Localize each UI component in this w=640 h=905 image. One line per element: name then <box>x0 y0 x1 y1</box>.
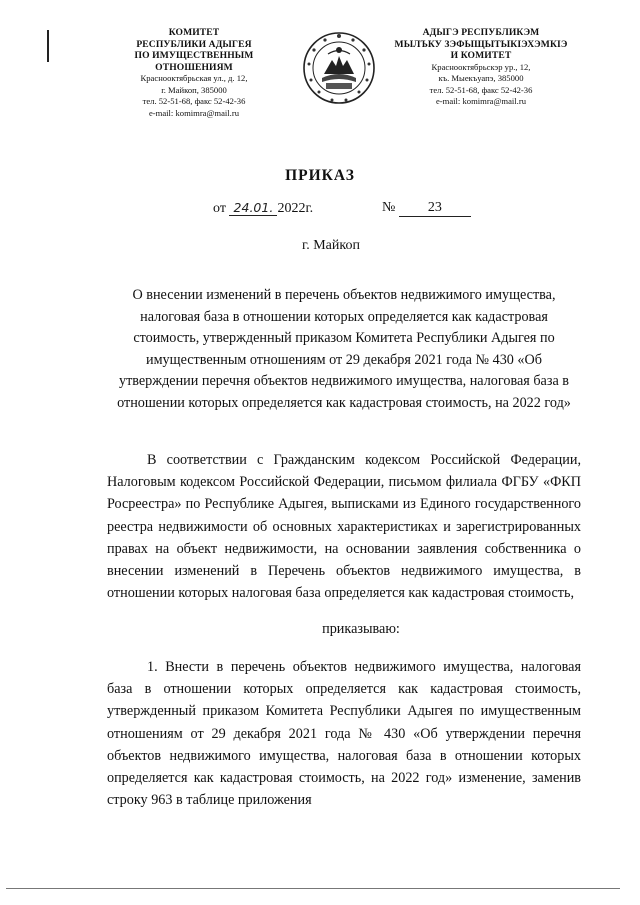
margin-mark <box>47 30 49 62</box>
org-phone-adyghe: тел. 52-51-68, факс 52-42-36 <box>429 84 533 95</box>
city-line <box>0 238 640 254</box>
order-word-line <box>0 621 640 638</box>
order-subject: О внесении изменений в перечень объектов недвижимого имущества, налоговая база в отношении которых определяется как кадастровая стоимость, утвержденный приказом Комитета Республики Адыгея по имущественным отношениям от 29 декабря 2021 года № 430 «Об утверждении перечня объектов недвижимого имущества, налоговая база в отношении которых определяется как кадастровая стоимость, на 2022 год» <box>117 287 571 411</box>
number-prefix: № <box>382 200 396 215</box>
org-address: Краснооктябрьская ул., д. 12, <box>140 73 248 83</box>
date-prefix: от <box>213 201 226 216</box>
org-city-adyghe: къ. Мыекъуапэ, 385000 <box>438 73 524 83</box>
item-1-paragraph: 1. Внести в перечень объектов недвижимого имущества, налоговая база в отношении которых определяется как кадастровая стоимость, утвержденный приказом Комитета Республики Адыгея по имущественным отношениям от 29 декабря 2021 года № 430 «Об утверждении перечня объектов недвижимого имущества, налоговая база в отношении которых определяется как кадастровая стоимость, на 2022 год» изменение, заменив строку 963 в таблице приложения <box>107 659 581 809</box>
coat-of-arms-icon <box>302 30 376 106</box>
date-line <box>213 200 313 217</box>
order-word: приказываю: <box>322 621 400 637</box>
org-name-line-2: РЕСПУБЛИКИ АДЫГЕЯ <box>136 38 252 50</box>
document-title: ПРИКАЗ <box>285 167 355 184</box>
date-value: 24.01. <box>229 200 277 216</box>
org-name-adyghe-line-2: МЫЛЪКУ ЗЭФЫЩЫТЫКIЭХЭМКIЭ <box>394 38 568 50</box>
org-address-adyghe: Краснооктябрьскэр ур., 12, <box>431 61 531 72</box>
org-name-line-1: КОМИТЕТ <box>168 27 220 38</box>
org-city: г. Майкоп, 385000 <box>161 84 227 95</box>
org-name-line-3: ПО ИМУЩЕСТВЕННЫМ ОТНОШЕНИЯМ <box>134 50 254 73</box>
preamble-paragraph: В соответствии с Гражданским кодексом Российской Федерации, Налоговым кодексом Российской Федерации, письмом филиала ФГБУ «ФКП Росреестра» по Республике Адыгея, выписками из Единого государственного реестра недвижимости об основных характеристиках и зарегистрированных правах на объект недвижимости, на основании заявления собственника о внесении изменений в Перечень объектов недвижимого имущества, в отношении которых налоговая база определяется как кадастровая стоимость, <box>107 452 581 602</box>
org-name-adyghe-line-1: АДЫГЭ РЕСПУБЛИКЭМ <box>422 27 540 38</box>
number-line <box>382 200 471 217</box>
org-email-adyghe: e-mail: komimra@mail.ru <box>435 96 526 106</box>
header-left <box>96 27 292 119</box>
city-name: г. Майкоп <box>302 238 360 253</box>
org-email: e-mail: komimra@mail.ru <box>148 107 239 118</box>
number-value: 23 <box>399 200 471 217</box>
footer-rule <box>6 888 620 889</box>
org-phone: тел. 52-51-68, факс 52-42-36 <box>142 96 246 106</box>
date-suffix: 2022г. <box>277 201 314 216</box>
org-name-adyghe-line-3: И КОМИТЕТ <box>450 50 512 61</box>
header-right <box>376 27 586 108</box>
